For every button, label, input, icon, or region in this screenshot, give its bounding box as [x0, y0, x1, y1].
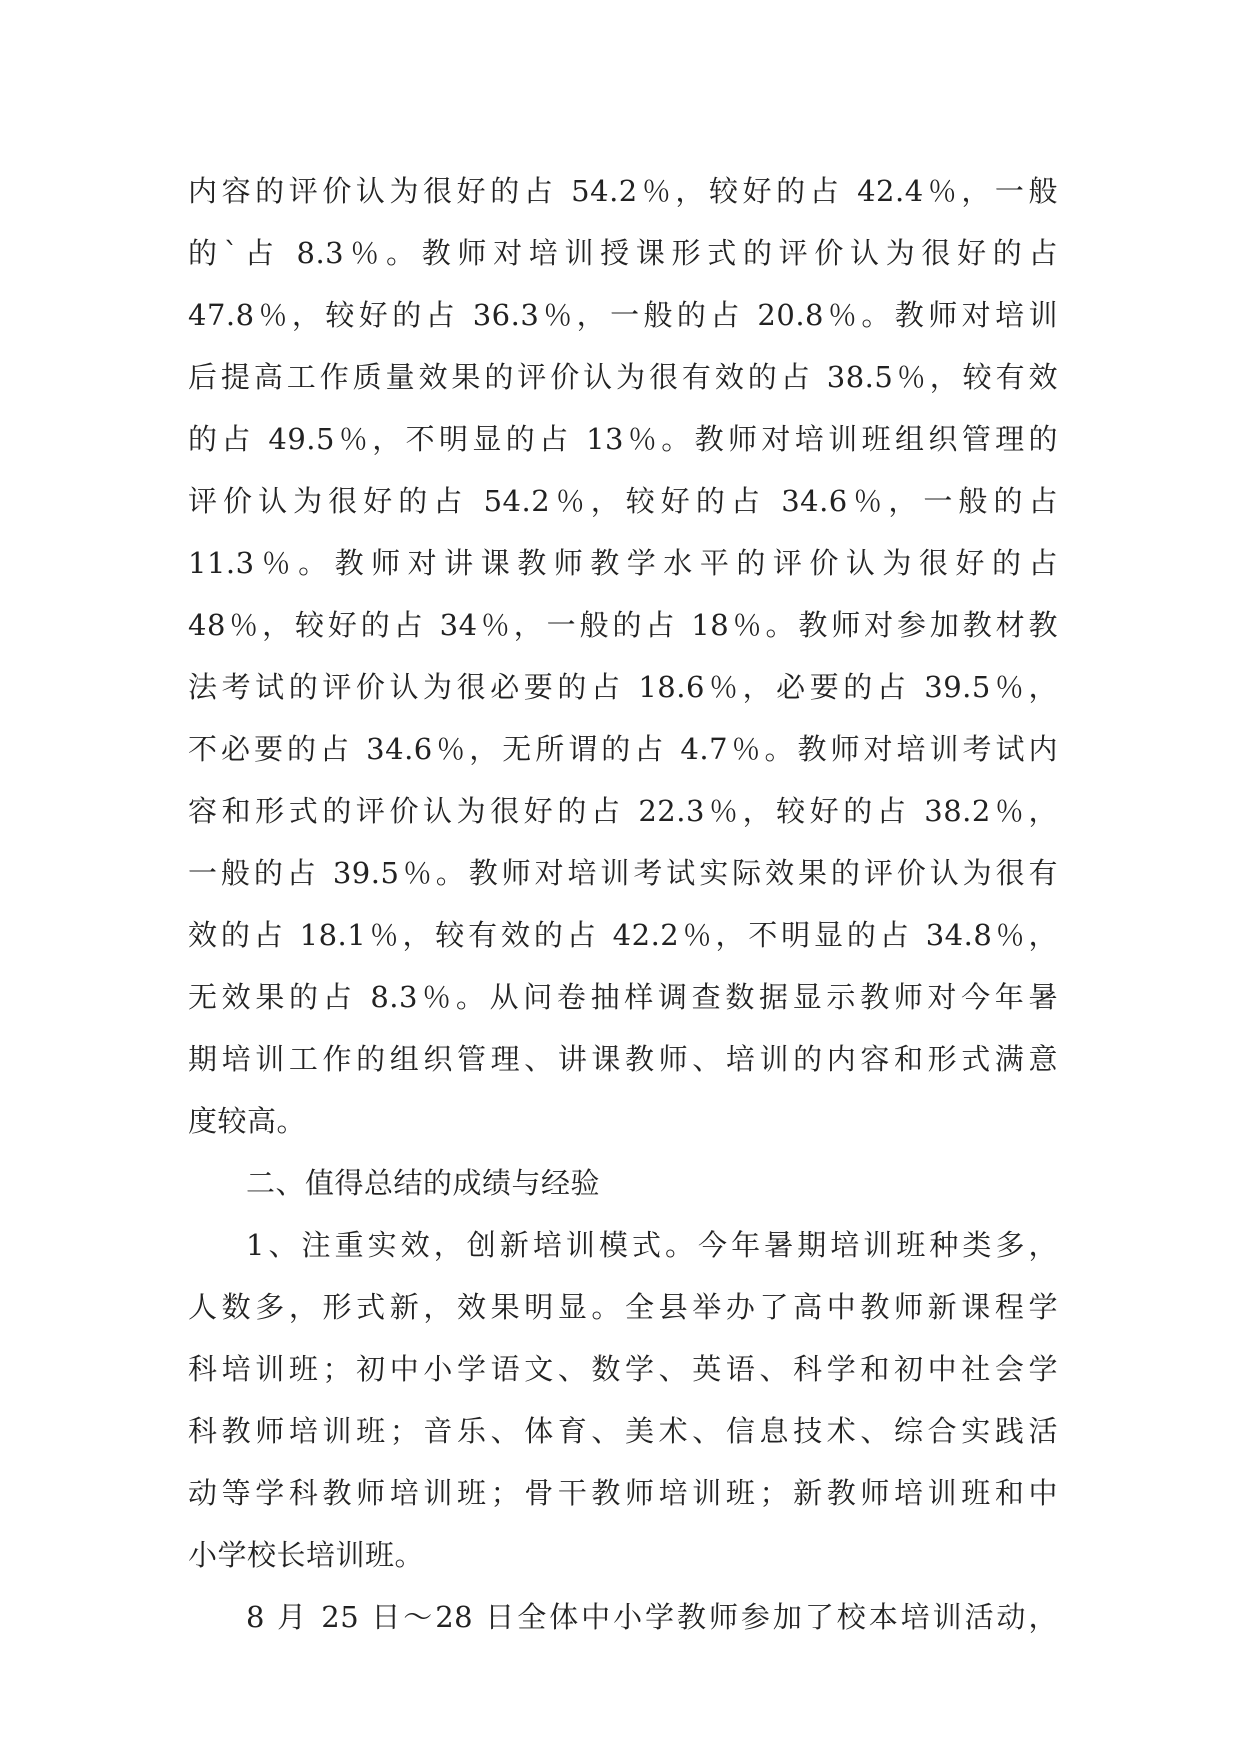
text-line: 48％，较好的占 34％，一般的占 18％。教师对参加教材教 — [188, 608, 1058, 642]
text-line: 期培训工作的组织管理、讲课教师、培训的内容和形式满意 — [188, 1042, 1058, 1076]
text-line: 小学校长培训班。 — [188, 1538, 425, 1572]
text-line: 容和形式的评价认为很好的占 22.3％，较好的占 38.2％， — [188, 794, 1058, 828]
text-line: 人数多，形式新，效果明显。全县举办了高中教师新课程学 — [188, 1290, 1058, 1324]
text-line: 效的占 18.1％，较有效的占 42.2％，不明显的占 34.8％， — [188, 918, 1058, 952]
section-heading: 二、值得总结的成绩与经验 — [246, 1166, 601, 1200]
text-line: 内容的评价认为很好的占 54.2％，较好的占 42.4％，一般 — [188, 174, 1058, 208]
text-line: 8 月 25 日～28 日全体中小学教师参加了校本培训活动， — [246, 1600, 1058, 1634]
text-line: 科培训班；初中小学语文、数学、英语、科学和初中社会学 — [188, 1352, 1058, 1386]
paragraph-school-training — [188, 1586, 1058, 1648]
paragraph-survey-results — [188, 160, 1058, 1152]
body-text — [188, 160, 1058, 1648]
text-line: 评价认为很好的占 54.2％，较好的占 34.6％，一般的占 — [188, 484, 1058, 518]
text-line: 后提高工作质量效果的评价认为很有效的占 38.5％，较有效 — [188, 360, 1058, 394]
text-line: 无效果的占 8.3％。从问卷抽样调查数据显示教师对今年暑 — [188, 980, 1058, 1014]
text-line: 的占 49.5％，不明显的占 13％。教师对培训班组织管理的 — [188, 422, 1058, 456]
text-line: 动等学科教师培训班；骨干教师培训班；新教师培训班和中 — [188, 1476, 1058, 1510]
text-line: 一般的占 39.5％。教师对培训考试实际效果的评价认为很有 — [188, 856, 1058, 890]
text-line: 度较高。 — [188, 1104, 307, 1138]
text-line: 科教师培训班；音乐、体育、美术、信息技术、综合实践活 — [188, 1414, 1058, 1448]
text-line: 47.8％，较好的占 36.3％，一般的占 20.8％。教师对培训 — [188, 298, 1058, 332]
text-line: 的`占 8.3％。教师对培训授课形式的评价认为很好的占 — [188, 236, 1058, 270]
text-line: 11.3％。教师对讲课教师教学水平的评价认为很好的占 — [188, 546, 1058, 580]
text-line: 法考试的评价认为很必要的占 18.6％，必要的占 39.5％， — [188, 670, 1058, 704]
paragraph-training-model — [188, 1214, 1058, 1586]
text-line: 不必要的占 34.6％，无所谓的占 4.7％。教师对培训考试内 — [188, 732, 1058, 766]
text-line: 1、注重实效，创新培训模式。今年暑期培训班种类多， — [246, 1228, 1058, 1262]
